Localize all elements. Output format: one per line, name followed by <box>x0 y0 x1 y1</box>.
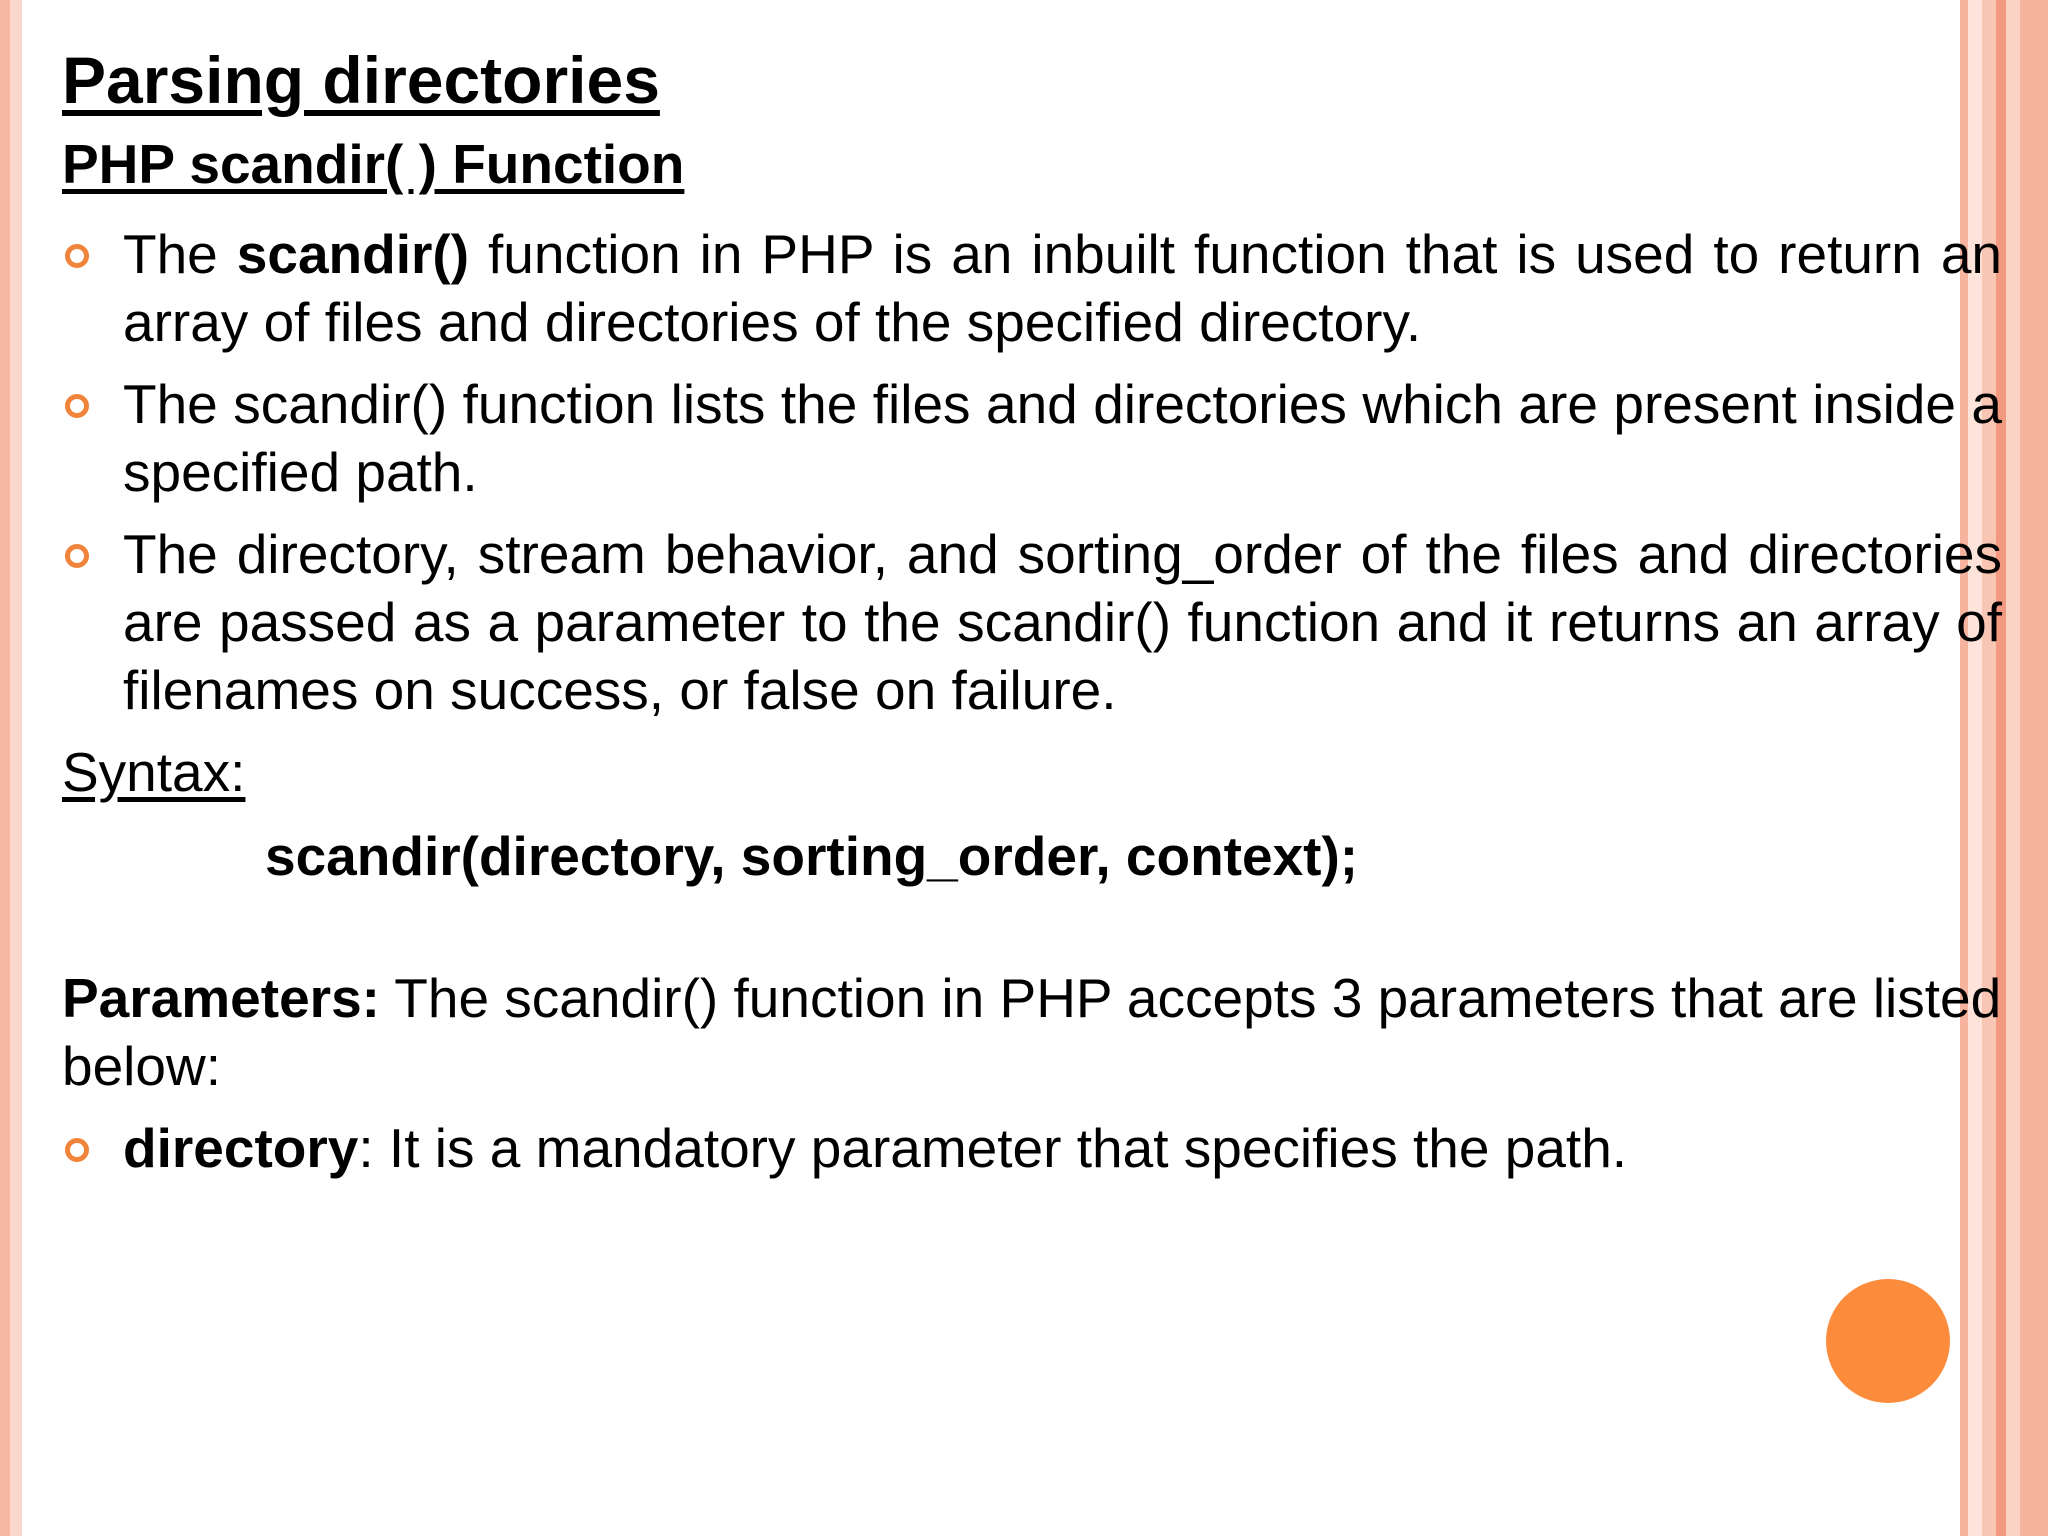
bullet-text: function in PHP is an inbuilt function that is used to return an array of files and directories of the specified directory. <box>123 223 2002 353</box>
orange-ring-bullet-icon <box>65 544 89 568</box>
parameter-name: directory <box>123 1117 359 1179</box>
bullet-text-prefix: The <box>123 223 237 285</box>
syntax-code: scandir(directory, sorting_order, context); <box>265 825 1359 887</box>
parameter-item <box>62 1114 2002 1182</box>
orange-ring-bullet-icon <box>65 244 89 268</box>
parameters-text: The scandir() function in PHP accepts 3 parameters that are listed below: <box>62 967 2002 1097</box>
orange-ring-bullet-icon <box>65 1138 89 1162</box>
bullet-text: The scandir() function lists the files and directories which are present inside a specified path. <box>123 373 2002 503</box>
bullet-text: The directory, stream behavior, and sorting_order of the files and directories are passed as a parameter to the scandir() function and it returns an array of filenames on success, or false on failure. <box>123 523 2002 721</box>
slide-content <box>62 38 2002 1182</box>
orange-circle-decoration <box>1826 1279 1950 1403</box>
left-border-stripe <box>0 0 22 1536</box>
bullet-bold-term: scandir() <box>236 223 470 285</box>
right-border-stripe <box>2020 0 2048 1536</box>
slide-title: Parsing directories <box>62 43 660 117</box>
parameters-label: Parameters: <box>62 967 380 1029</box>
slide-subtitle: PHP scandir( ) Function <box>62 133 685 195</box>
parameters-paragraph <box>62 964 2002 1100</box>
bullet-item <box>62 220 2002 356</box>
syntax-label: Syntax: <box>62 741 246 803</box>
orange-ring-bullet-icon <box>65 394 89 418</box>
bullet-item <box>62 370 2002 506</box>
parameter-description: : It is a mandatory parameter that specifies the path. <box>358 1117 1628 1179</box>
bullet-item <box>62 520 2002 724</box>
right-border-stripe <box>2006 0 2020 1536</box>
